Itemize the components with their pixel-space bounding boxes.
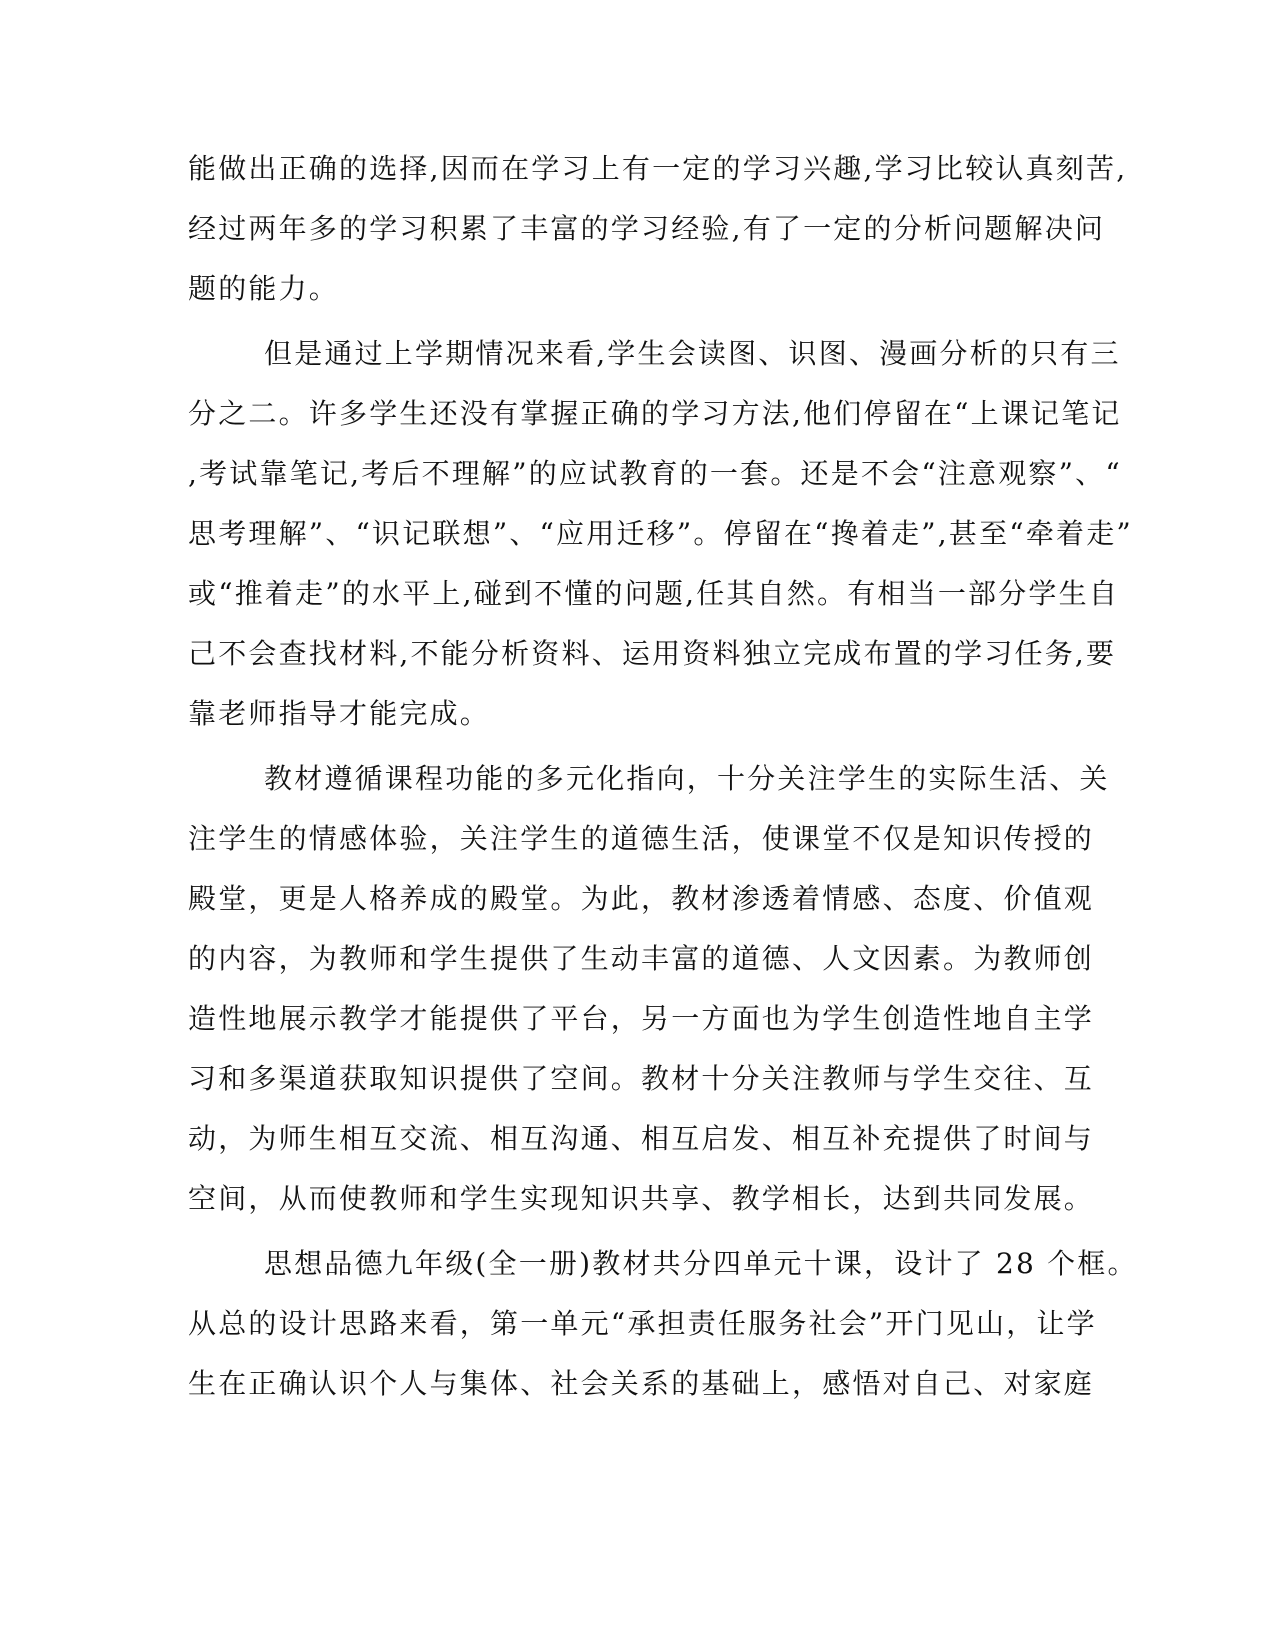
paragraph-first-line: 教材遵循课程功能的多元化指向，十分关注学生的实际生活、关 [264,762,1110,795]
text-line: 或“推着走”的水平上,碰到不懂的问题,任其自然。有相当一部分学生自 [188,577,1120,610]
text-line: 习和多渠道获取知识提供了空间。教材十分关注教师与学生交往、互 [188,1062,1095,1095]
text-line: 生在正确认识个人与集体、社会关系的基础上，感悟对自己、对家庭 [188,1367,1095,1400]
text-line: 造性地展示教学才能提供了平台，另一方面也为学生创造性地自主学 [188,1002,1095,1035]
text-line: 思考理解”、“识记联想”、“应用迁移”。停留在“搀着走”,甚至“牵着走” [188,517,1133,550]
text-line: 动，为师生相互交流、相互沟通、相互启发、相互补充提供了时间与 [188,1122,1095,1155]
text-line: 的内容，为教师和学生提供了生动丰富的道德、人文因素。为教师创 [188,942,1095,975]
text-line: 经过两年多的学习积累了丰富的学习经验,有了一定的分析问题解决问 [188,212,1106,245]
text-line: 殿堂，更是人格养成的殿堂。为此，教材渗透着情感、态度、价值观 [188,882,1095,915]
text-line: 注学生的情感体验，关注学生的道德生活，使课堂不仅是知识传授的 [188,822,1095,855]
text-line: 己不会查找材料,不能分析资料、运用资料独立完成布置的学习任务,要 [188,637,1117,670]
paragraph-first-line: 思想品德九年级(全一册)教材共分四单元十课，设计了 28 个框。 [264,1247,1138,1280]
paragraph-first-line: 但是通过上学期情况来看,学生会读图、识图、漫画分析的只有三 [264,337,1121,370]
text-line: 空间，从而使教师和学生实现知识共享、教学相长，达到共同发展。 [188,1182,1095,1215]
text-line: ,考试靠笔记,考后不理解”的应试教育的一套。还是不会“注意观察”、“ [188,457,1122,490]
text-line: 能做出正确的选择,因而在学习上有一定的学习兴趣,学习比较认真刻苦, [188,152,1128,185]
text-line: 靠老师指导才能完成。 [188,697,491,730]
text-line: 分之二。许多学生还没有掌握正确的学习方法,他们停留在“上课记笔记 [188,397,1122,430]
text-line: 题的能力。 [188,272,340,305]
text-line: 从总的设计思路来看，第一单元“承担责任服务社会”开门见山，让学 [188,1307,1097,1340]
